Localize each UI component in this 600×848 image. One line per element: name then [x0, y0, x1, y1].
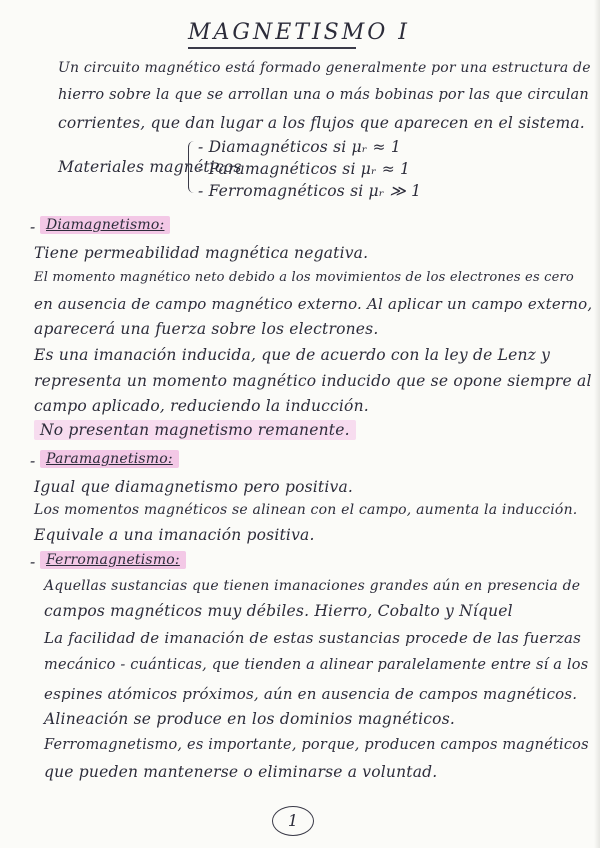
page-edge	[594, 0, 600, 848]
heading-highlight: Diamagnetismo:	[40, 216, 170, 234]
section-line: Tiene permeabilidad magnética negativa.	[34, 244, 369, 262]
section-line: Los momentos magnéticos se alinean con el campo, aumenta la inducción.	[34, 502, 578, 518]
materials-label: Materiales magnéticos	[58, 158, 242, 176]
intro-line: Un circuito magnético está formado generalmente por una estructura de	[58, 60, 591, 76]
section-line: mecánico - cuánticas, que tienden a alinear paralelamente entre sí a los	[44, 657, 589, 673]
section-bullet: -	[30, 218, 36, 236]
section-line: Alineación se produce en los dominios magnéticos.	[44, 710, 455, 728]
page-number: 1	[272, 806, 314, 836]
section-bullet: -	[30, 553, 36, 571]
section-line: que pueden mantenerse o eliminarse a voluntad.	[44, 763, 438, 781]
section-line: aparecerá una fuerza sobre los electrones.	[34, 320, 379, 338]
section-heading-diamagnetismo	[40, 217, 170, 233]
intro-line: hierro sobre la que se arrollan una o más bobinas por las que circulan	[58, 87, 589, 103]
materials-item: - Diamagnéticos si μᵣ ≈ 1	[198, 138, 401, 156]
section-line: Es una imanación inducida, que de acuerdo con la ley de Lenz y	[34, 346, 551, 364]
section-line: campos magnéticos muy débiles. Hierro, Cobalto y Níquel	[44, 602, 513, 620]
section-line: representa un momento magnético inducido que se opone siempre al	[34, 372, 592, 390]
heading-highlight: Paramagnetismo:	[40, 450, 179, 468]
materials-item: - Paramagnéticos si μᵣ ≈ 1	[198, 160, 411, 178]
section-line: Igual que diamagnetismo pero positiva.	[34, 478, 354, 496]
materials-item: - Ferromagnéticos si μᵣ ≫ 1	[198, 182, 422, 200]
intro-line: corrientes, que dan lugar a los flujos que aparecen en el sistema.	[58, 114, 585, 132]
section-heading-ferromagnetismo	[40, 552, 186, 568]
section-bullet: -	[30, 452, 36, 470]
section-line: espines atómicos próximos, aún en ausencia de campos magnéticos.	[44, 685, 578, 703]
section-line: El momento magnético neto debido a los movimientos de los electrones es cero	[34, 270, 574, 285]
heading-highlight: Ferromagnetismo:	[40, 551, 186, 569]
section-line-highlighted	[34, 421, 356, 439]
section-line: Ferromagnetismo, es importante, porque, producen campos magnéticos	[44, 737, 589, 753]
section-heading-paramagnetismo	[40, 451, 179, 467]
line-highlight: No presentan magnetismo remanente.	[34, 420, 356, 440]
section-line: en ausencia de campo magnético externo. Al aplicar un campo externo,	[34, 295, 593, 313]
section-line: Aquellas sustancias que tienen imanaciones grandes aún en presencia de	[44, 578, 581, 594]
section-line: La facilidad de imanación de estas sustancias procede de las fuerzas	[44, 629, 582, 647]
section-line: Equivale a una imanación positiva.	[34, 526, 315, 544]
title-underline	[188, 47, 356, 49]
page-title: MAGNETISMO I	[188, 20, 410, 45]
section-line: campo aplicado, reduciendo la inducción.	[34, 397, 369, 415]
